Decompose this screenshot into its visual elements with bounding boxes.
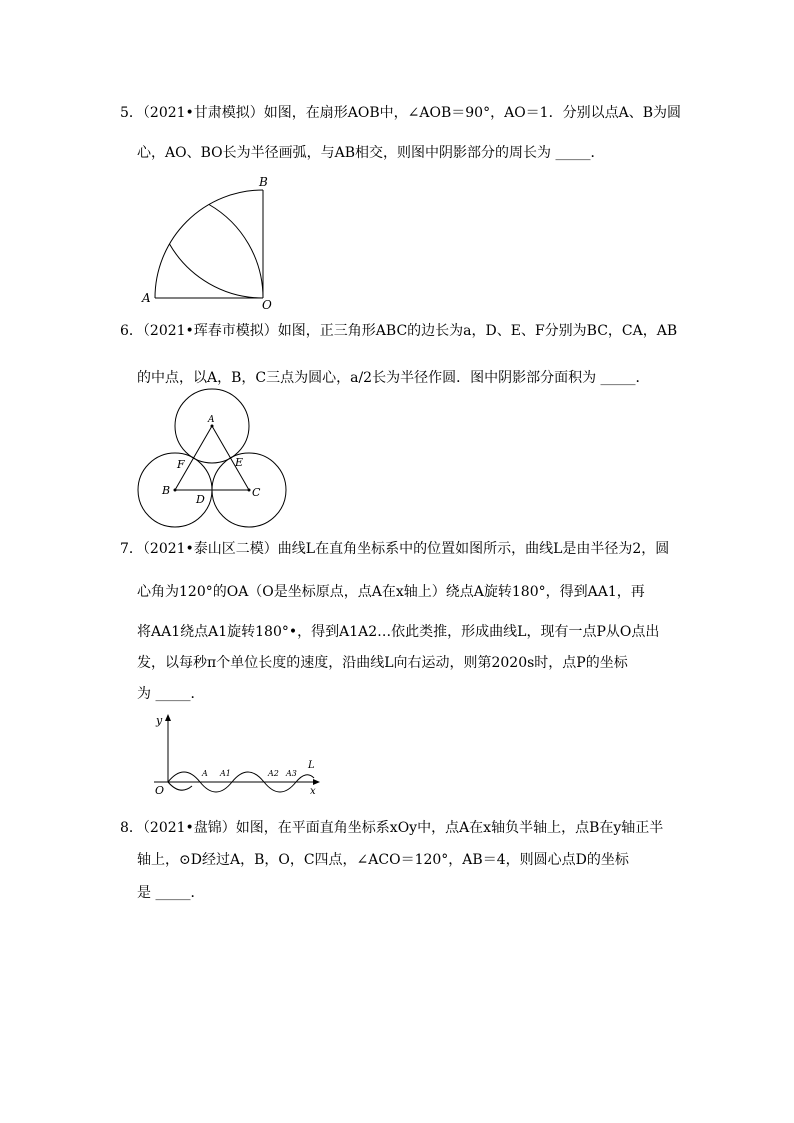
problem-6-figure bbox=[134, 388, 294, 538]
label-y: y bbox=[156, 714, 163, 727]
problem-7-line-5: 为 _____． bbox=[137, 686, 205, 702]
problem-7-figure bbox=[150, 712, 330, 802]
problem-5-line-2: 心，AO、BO长为半径画弧，与AB相交，则图中阴影部分的周长为 _____． bbox=[137, 145, 605, 161]
label-F: F bbox=[177, 458, 185, 471]
problem-8-line-3: 是 _____． bbox=[137, 885, 205, 901]
label-A: A bbox=[208, 415, 215, 425]
problem-7-line-1: 7．（2021•泰山区二模）曲线L在直角坐标系中的位置如图所示，曲线L是由半径为2，圆 bbox=[120, 541, 670, 557]
label-A2: A2 bbox=[268, 769, 279, 778]
label-A: A bbox=[142, 291, 151, 305]
problem-6-line-1: 6．（2021•珲春市模拟）如图，正三角形ABC的边长为a，D、E、F分别为BC，CA，AB bbox=[120, 323, 678, 339]
label-L: L bbox=[308, 760, 315, 771]
label-A1: A1 bbox=[220, 769, 231, 778]
label-C: C bbox=[252, 486, 261, 499]
problem-6-line-2: 的中点，以A，B，C三点为圆心，a/2长为半径作圆．图中阴影部分面积为 _____． bbox=[137, 370, 650, 386]
label-O: O bbox=[262, 298, 272, 312]
problem-5-line-1: 5．（2021•甘肃模拟）如图，在扇形AOB中，∠AOB＝90°，AO＝1．分别以点A、B为圆 bbox=[120, 105, 681, 121]
problem-8-line-1: 8．（2021•盘锦）如图，在平面直角坐标系xOy中，点A在x轴负半轴上，点B在y轴正半 bbox=[120, 820, 664, 836]
problem-7-line-3: 将AA1绕点A1旋转180°•，得到A1A2…依此类推，形成曲线L，现有一点P从O点出 bbox=[137, 624, 660, 640]
label-B: B bbox=[259, 175, 268, 189]
label-B: B bbox=[162, 484, 171, 497]
label-x: x bbox=[310, 786, 316, 797]
problem-7-line-2: 心角为120°的OA（O是坐标原点，点A在x轴上）绕点A旋转180°，得到AA1，再 bbox=[137, 584, 645, 600]
problem-7-line-4: 发，以每秒π个单位长度的速度，沿曲线L向右运动，则第2020s时，点P的坐标 bbox=[137, 655, 628, 671]
label-D: D bbox=[196, 493, 205, 506]
label-A3: A3 bbox=[286, 769, 297, 778]
label-O: O bbox=[155, 784, 165, 797]
label-E: E bbox=[235, 456, 244, 469]
problem-8-line-2: 轴上，⊙D经过A，B，O，C四点，∠ACO＝120°，AB＝4，则圆心点D的坐标 bbox=[137, 852, 629, 868]
label-A: A bbox=[202, 769, 208, 778]
problem-5-figure bbox=[138, 172, 278, 312]
